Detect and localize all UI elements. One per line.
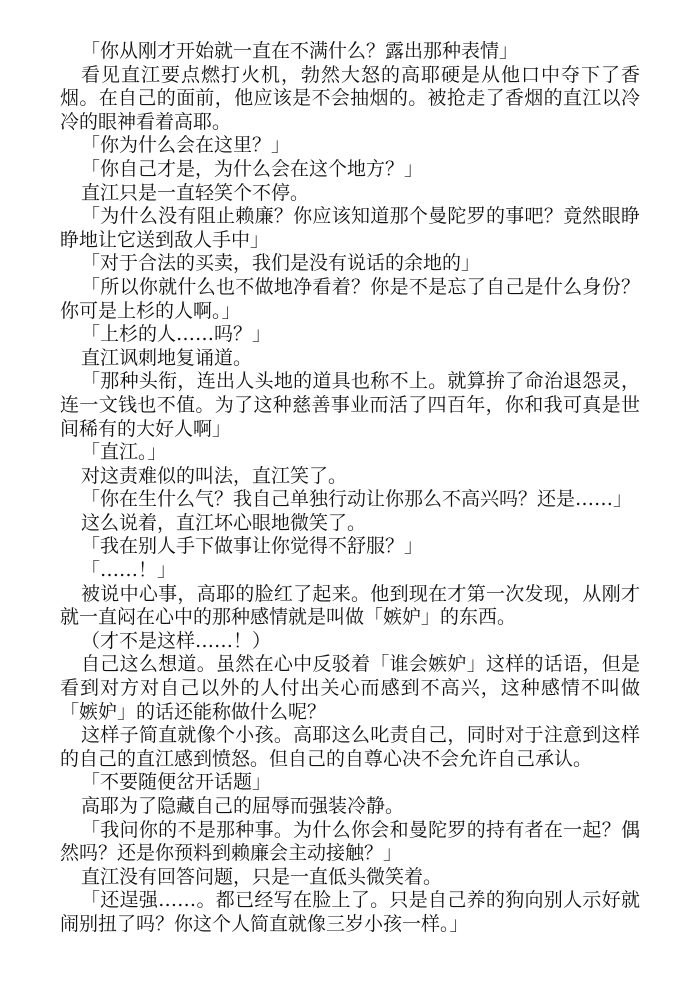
paragraph: 这样子简直就像个小孩。高耶这么叱责自己，同时对于注意到这样的自己的直江感到愤怒。但自己的自尊心决不会允许自己承认。: [60, 724, 640, 770]
paragraph: 高耶为了隐藏自己的屈辱而强装冷静。: [81, 795, 405, 817]
paragraph: 对这责难似的叫法，直江笑了。: [81, 464, 348, 487]
paragraph: 直江讽刺地复诵道。: [81, 346, 253, 369]
paragraph: 「你在生什么气？我自己单独行动让你那么不高兴吗？还是……」: [81, 488, 633, 511]
paragraph: 「你从刚才开始就一直在不满什么？露出那种表情」: [81, 40, 519, 62]
paragraph: 这么说着，直江坏心眼地微笑了。: [81, 511, 367, 534]
paragraph: 被说中心事，高耶的脸红了起来。他到现在才第一次发现，从刚才就一直闷在心中的那种感情就是叫做「嫉妒」的东西。: [60, 582, 640, 629]
paragraph: 「你为什么会在这里？」: [81, 134, 291, 157]
paragraph: 「上杉的人……吗？」: [81, 323, 272, 346]
paragraph: 「我在别人手下做事让你觉得不舒服？」: [81, 535, 424, 558]
paragraph: 「对于合法的买卖，我们是没有说话的余地的」: [81, 252, 481, 275]
page-body: [60, 40, 640, 937]
paragraph: 直江只是一直轻笑个不停。: [81, 181, 310, 204]
paragraph: 「那种头衔，连出人头地的道具也称不上。就算拚了命治退怨灵，连一文钱也不值。为了这种慈善事业而活了四百年，你和我可真是世间稀有的大好人啊」: [60, 370, 640, 440]
paragraph: 「不要随便岔开话题」: [81, 771, 272, 794]
paragraph: 「我问你的不是那种事。为什么你会和曼陀罗的持有者在一起？偶然吗？还是你预料到赖廉会主动接触？」: [60, 818, 640, 865]
paragraph: 直江没有回答问题，只是一直低头微笑着。: [81, 865, 443, 888]
paragraph: 「还逞强……。都已经写在脸上了。只是自己养的狗向别人示好就闹别扭了吗？你这个人简直就像三岁小孩一样。」: [60, 889, 640, 935]
paragraph: 「直江。」: [81, 441, 167, 464]
paragraph: 「所以你就什么也不做地净看着？你是不是忘了自己是什么身份？你可是上杉的人啊。」: [60, 275, 640, 322]
paragraph: 「为什么没有阻止赖廉？你应该知道那个曼陀罗的事吧？竟然眼睁睁地让它送到敌人手中」: [60, 205, 640, 251]
paragraph: 「你自己才是，为什么会在这个地方？」: [81, 157, 424, 180]
paragraph: 自己这么想道。虽然在心中反驳着「谁会嫉妒」这样的话语，但是看到对方对自己以外的人付出关心而感到不高兴，这种感情不叫做「嫉妒」的话还能称做什么呢？: [60, 653, 640, 723]
paragraph: 「……！」: [81, 559, 177, 582]
paragraph: 看见直江要点燃打火机，勃然大怒的高耶硬是从他口中夺下了香烟。在自己的面前，他应该是不会抽烟的。被抢走了香烟的直江以冷冷的眼神看着高耶。: [60, 63, 640, 133]
paragraph: （才不是这样……！）: [81, 629, 272, 652]
